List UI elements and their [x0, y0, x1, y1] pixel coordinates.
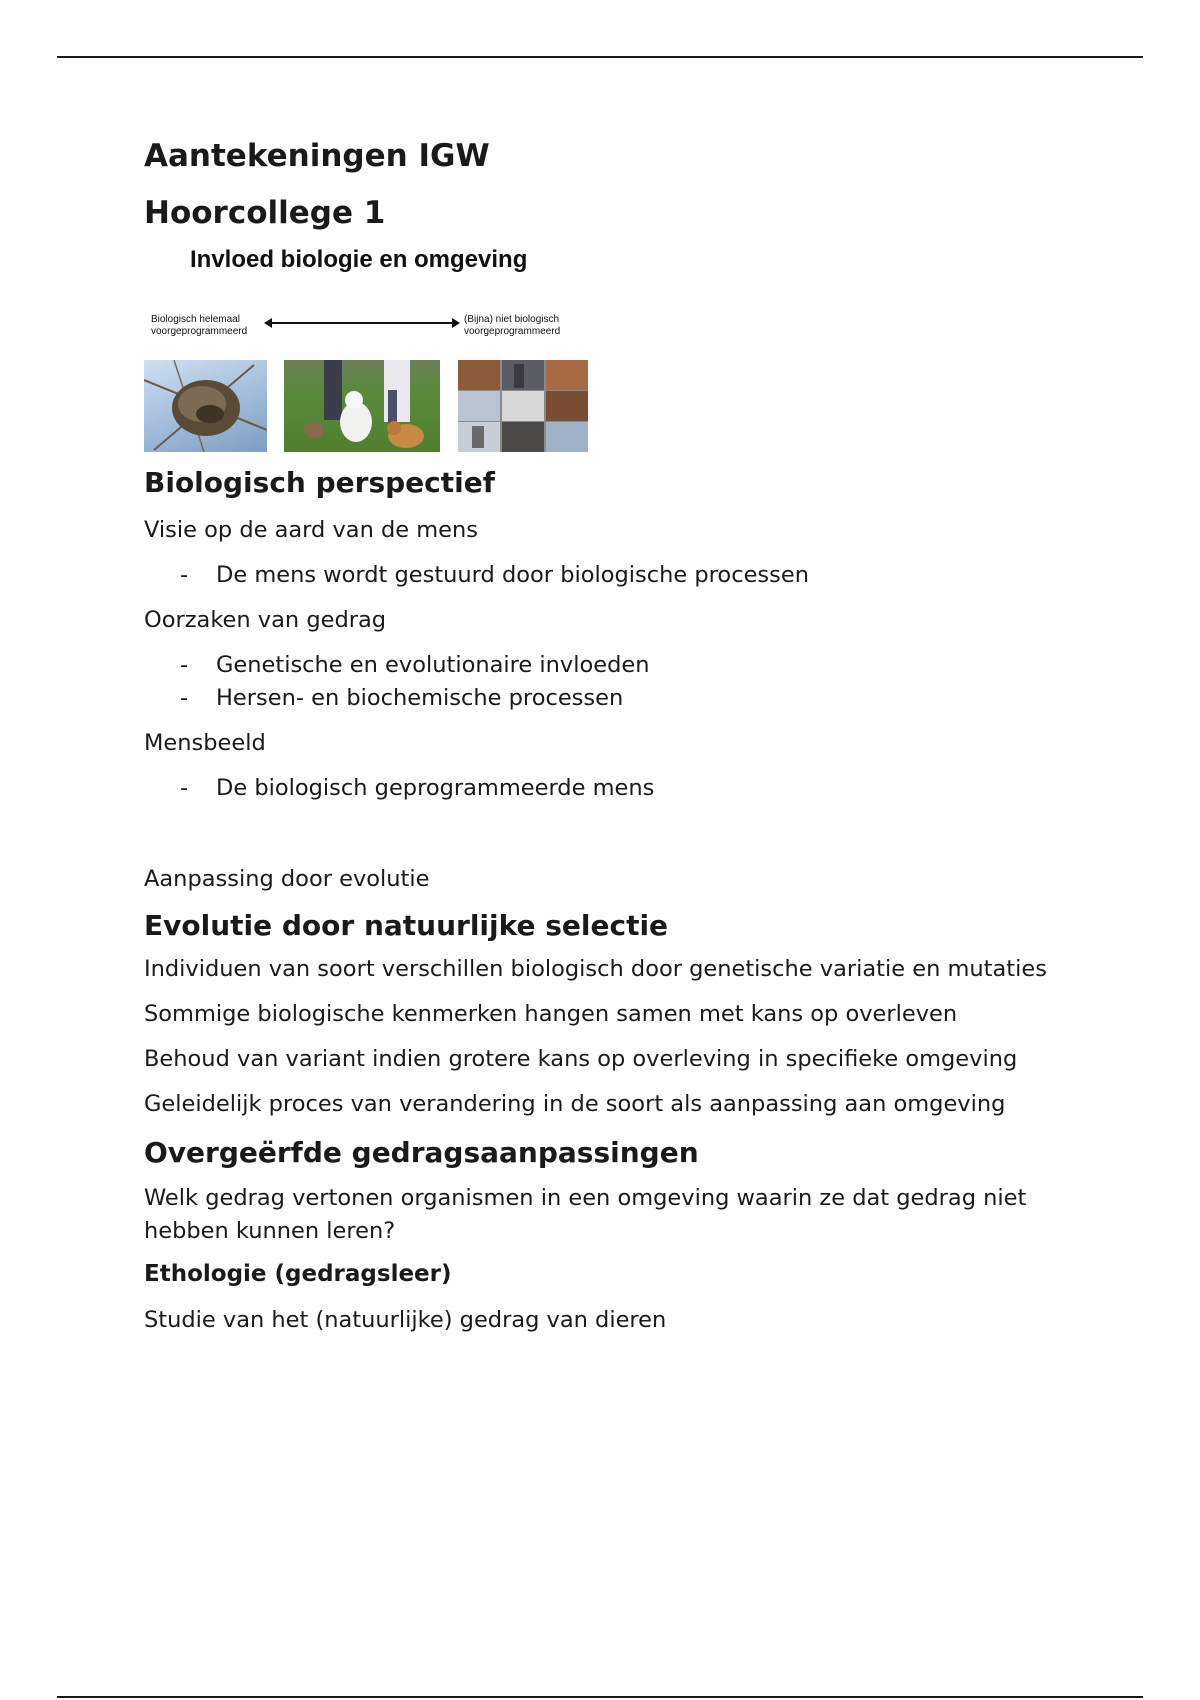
bird-nest-photo — [144, 360, 267, 452]
people-with-dogs-photo — [284, 360, 440, 452]
evolution-paragraph: Behoud van variant indien grotere kans op overleving in specifieke omgeving — [144, 1046, 1018, 1073]
human-image-list — [144, 772, 1064, 805]
top-rule — [57, 56, 1143, 58]
vision-label: Visie op de aard van de mens — [144, 517, 478, 544]
vision-list — [144, 559, 1064, 592]
heading-ethology: Ethologie (gedragsleer) — [144, 1261, 452, 1288]
biology-environment-figure — [144, 246, 594, 451]
evolution-paragraph: Individuen van soort verschillen biologisch door genetische variatie en mutaties — [144, 956, 1047, 983]
causes-label: Oorzaken van gedrag — [144, 607, 387, 634]
evolution-paragraph: Sommige biologische kenmerken hangen samen met kans op overleven — [144, 1001, 958, 1028]
bottom-rule — [57, 1696, 1143, 1698]
heading-evolution: Evolutie door natuurlijke selectie — [144, 909, 669, 943]
document-title: Aantekeningen IGW — [144, 138, 490, 174]
figure-left-label: Biologisch helemaal voorgeprogrammeerd — [151, 314, 248, 338]
list-item: - De biologisch geprogrammeerde mens — [180, 775, 655, 802]
double-arrow-icon — [264, 316, 460, 330]
heading-biological-perspective: Biologisch perspectief — [144, 466, 495, 500]
inherited-question: Welk gedrag vertonen organismen in een omgeving waarin ze dat gedrag niet hebben kunnen leren? — [144, 1185, 1027, 1245]
causes-list — [144, 649, 1064, 715]
human-image-label: Mensbeeld — [144, 730, 266, 757]
adaptation-text: Aanpassing door evolutie — [144, 866, 430, 893]
ethology-definition: Studie van het (natuurlijke) gedrag van dieren — [144, 1307, 667, 1334]
list-item: - Genetische en evolutionaire invloeden — [180, 652, 650, 679]
list-item: - De mens wordt gestuurd door biologische processen — [180, 562, 809, 589]
lecture-title: Hoorcollege 1 — [144, 195, 386, 232]
figure-right-label: (Bijna) niet biologisch voorgeprogrammeerd — [464, 314, 561, 338]
heading-inherited-behaviour: Overgeërfde gedragsaanpassingen — [144, 1136, 699, 1170]
evolution-paragraph: Geleidelijk proces van verandering in de soort als aanpassing aan omgeving — [144, 1091, 1006, 1118]
figure-title: Invloed biologie en omgeving — [190, 246, 528, 274]
document-body — [144, 138, 1064, 1337]
list-item: - Hersen- en biochemische processen — [180, 685, 624, 712]
buildings-collage-photo — [458, 360, 588, 452]
